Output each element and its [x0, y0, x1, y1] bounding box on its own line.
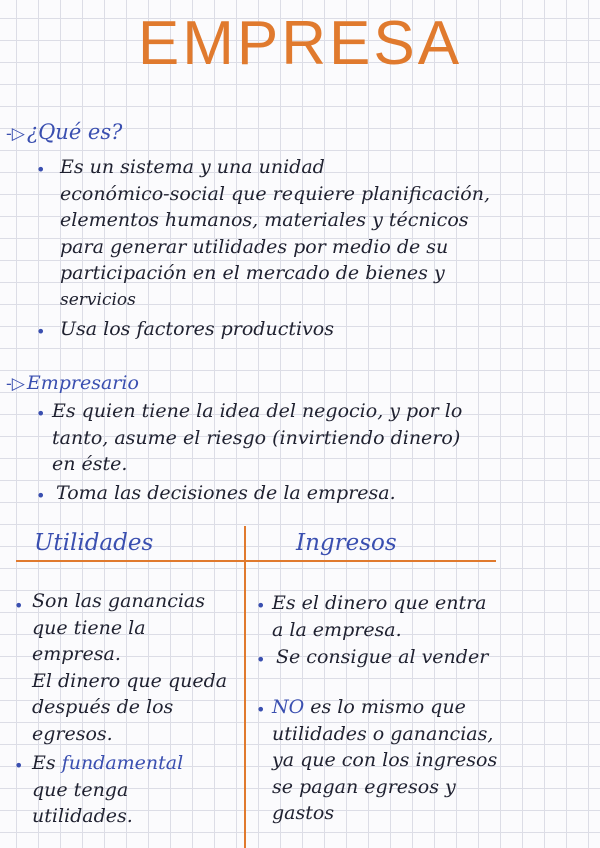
text-line: que tenga [32, 778, 129, 801]
ingresos-bullet-1 [272, 590, 487, 643]
bullet-dot-icon: • [14, 596, 24, 615]
bullet-dot-icon: • [256, 596, 266, 615]
text-line: servicios [60, 289, 136, 310]
utilidades-header: Utilidades [34, 530, 154, 556]
highlight-word: fundamental [61, 752, 184, 774]
que-es-bullet-2: Usa los factores productivos [60, 318, 334, 340]
text-line [32, 750, 183, 777]
ingresos-bullet-2: Se consigue al vender [276, 646, 489, 668]
text-line [272, 694, 497, 721]
arrow-right-icon: -▷ [6, 374, 25, 394]
arrow-right-icon: -▷ [6, 124, 25, 144]
text-line: El dinero que queda [32, 669, 228, 692]
text-line: egresos. [32, 722, 113, 745]
que-es-bullet-1 [60, 154, 490, 313]
table-divider-horizontal [16, 560, 496, 562]
text-line: tanto, asume el riesgo (invirtiendo dinero) [52, 426, 461, 449]
empresario-heading [6, 370, 139, 394]
que-es-heading-text: ¿Qué es? [26, 120, 123, 144]
bullet-dot-icon: • [256, 700, 266, 719]
text-line: elementos humanos, materiales y técnicos [60, 209, 469, 231]
text-line: utilidades o ganancias, [272, 722, 494, 745]
page-title: EMPRESA [137, 9, 463, 78]
text-line: Es un sistema y una unidad [60, 156, 325, 178]
text-line: empresa. [32, 643, 121, 665]
utilidades-bullet-2 [32, 750, 183, 830]
table-divider-vertical [244, 526, 246, 848]
bullet-dot-icon: • [36, 486, 46, 505]
empresario-bullet-1 [52, 398, 462, 478]
text-line: ya que con los ingresos [272, 749, 498, 771]
que-es-heading [6, 120, 122, 144]
text-line: Es el dinero que entra [272, 592, 487, 614]
bullet-dot-icon: • [256, 650, 266, 669]
text-line: después de los [32, 696, 174, 718]
empresario-bullet-2: Toma las decisiones de la empresa. [56, 482, 396, 504]
text-line: gastos [272, 802, 335, 824]
text-line: a la empresa. [272, 618, 402, 641]
bullet-dot-icon: • [36, 404, 46, 423]
bullet-dot-icon: • [36, 160, 46, 179]
text-line: para generar utilidades por medio de su [60, 235, 449, 258]
text-line: Es quien tiene la idea del negocio, y por lo [52, 400, 463, 422]
text-line: participación en el mercado de bienes y [60, 262, 445, 284]
ingresos-bullet-3 [272, 694, 497, 827]
text-line: Son las ganancias [32, 590, 206, 612]
text-span: es lo mismo que [304, 696, 466, 718]
ingresos-header: Ingresos [296, 530, 397, 556]
empresario-heading-text: Empresario [26, 372, 139, 394]
bullet-dot-icon: • [36, 322, 46, 341]
text-span: Es [32, 752, 62, 774]
text-line: utilidades. [32, 805, 133, 827]
text-line: se pagan egresos y [272, 775, 456, 798]
text-line: económico-social que requiere planificación, [60, 182, 490, 205]
utilidades-bullet-1 [32, 588, 227, 747]
bullet-dot-icon: • [14, 756, 24, 775]
text-line: en éste. [52, 453, 128, 475]
highlight-word: NO [272, 696, 305, 718]
text-line: que tiene la [32, 616, 146, 639]
